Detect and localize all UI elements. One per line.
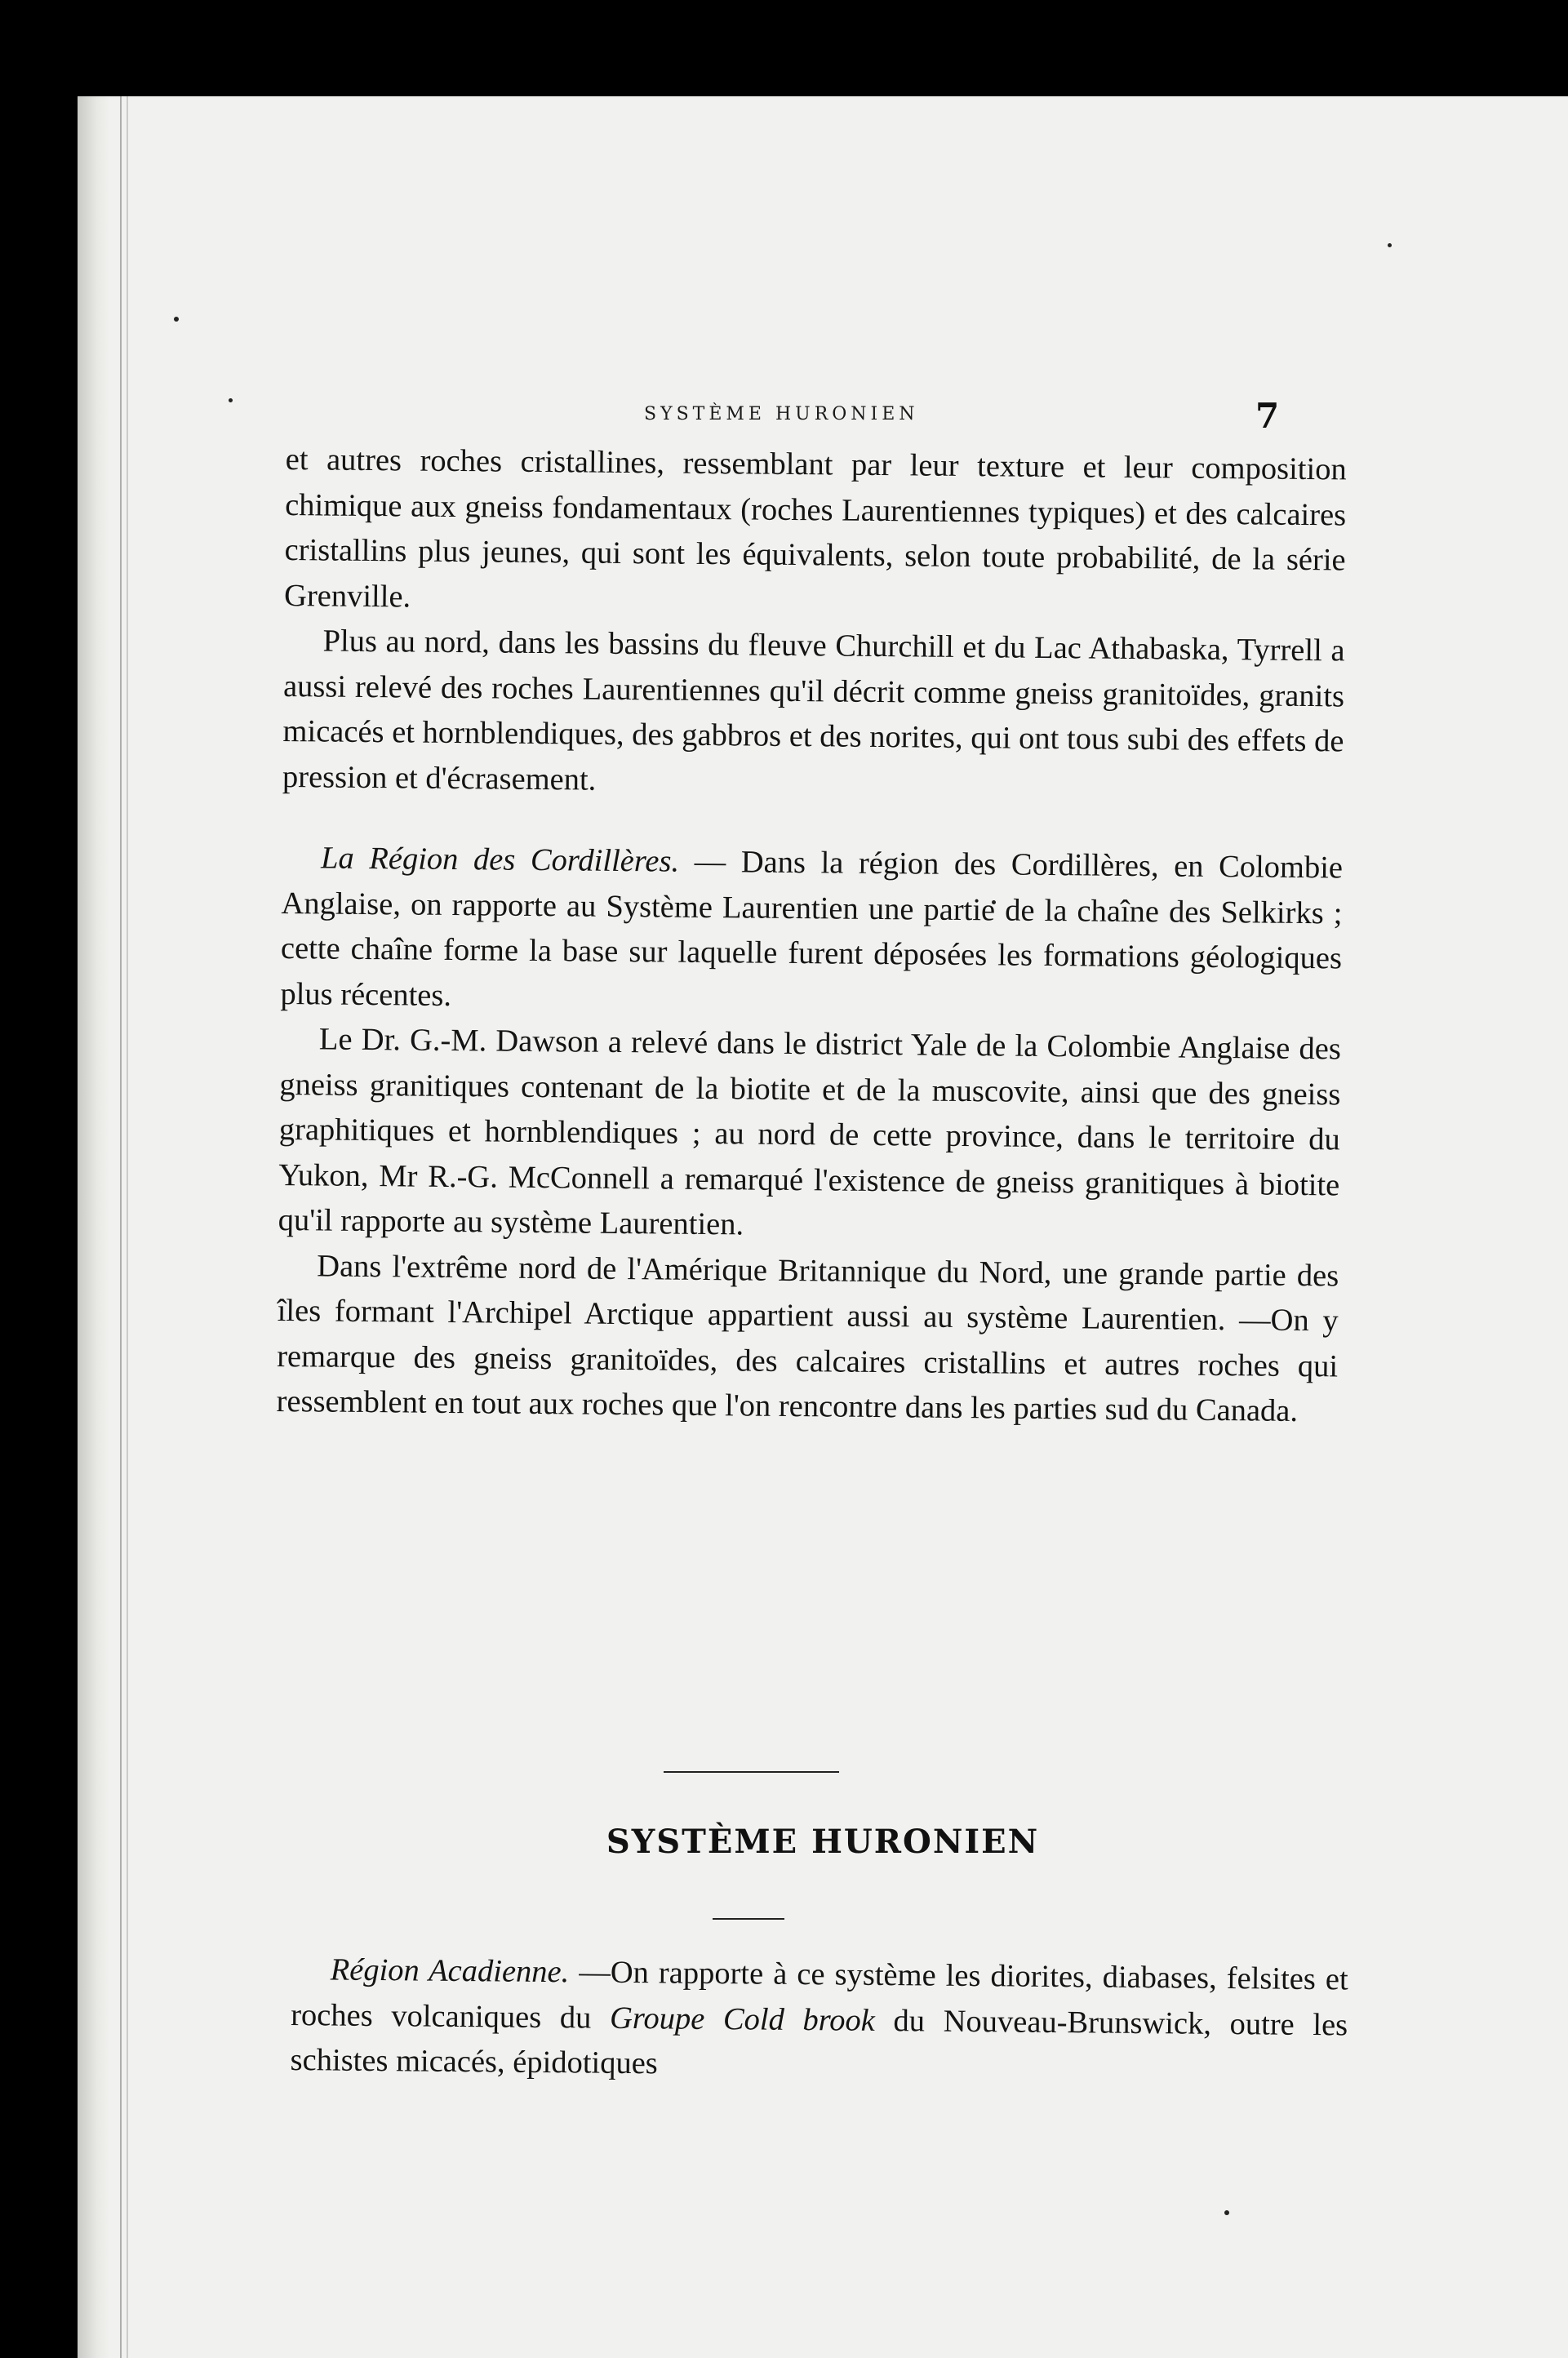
page-number: 7 <box>1255 396 1280 436</box>
page-sheet <box>78 96 1568 2358</box>
paragraph: et autres roches cristallines, ressemblant par leur texture et leur composition chimique aux gneiss fondamentaux (roches Laurentiennes typiques) et des calcaires cristallins plus jeunes, qui sont les équivalents, selon toute probabilité, de la série Grenville. <box>283 442 1347 614</box>
running-head-title: SYSTÈME HURONIEN <box>644 404 919 424</box>
paragraph: Dans l'extrême nord de l'Amérique Britannique du Nord, une grande partie des îles formant l'Archipel Arctique appartient aussi au système Laurentien. —On y remarque des gneiss granitoïdes, des calcaires cristallins et autres roches qui ressemblent en tout aux roches que l'on rencontre dans les parties sud du Canada. <box>276 1248 1339 1428</box>
section-heading-inline: La Région des Cordillères. <box>320 841 680 879</box>
section-heading-inline: Région Acadienne. <box>330 1952 570 1990</box>
body-text <box>276 437 1347 1435</box>
section-body-text <box>290 1947 1348 2094</box>
dust-speck <box>1388 243 1392 247</box>
dust-speck <box>174 317 179 322</box>
paragraph-text: du Nouveau-Brunswick, outre les schistes micacés, épidotiques <box>290 2003 1348 2081</box>
dust-speck <box>1224 2210 1229 2215</box>
running-head <box>78 396 1568 438</box>
section-rule-bottom <box>713 1918 784 1920</box>
paragraph: Plus au nord, dans les bassins du fleuve Churchill et du Lac Athabaska, Tyrrell a aussi relevé des roches Laurentiennes qu'il décrit comme gneiss granitoïdes, granits micacés et hornblendiques, des gabbros et des norites, qui ont tous subi des effets de pression et d'écrasement. <box>282 624 1345 797</box>
paragraph <box>280 836 1343 1027</box>
paragraph-text: —On rapporte à ce système les diorites, diabases, felsites et roches volcaniques du <box>291 1955 1348 2036</box>
paragraph-text: — Dans la région des Cordillères, en Colombie Anglaise, on rapporte au Système Laurentien une partie de la chaîne des Selkirks ; cette chaîne forme la base sur laquelle furent déposées les formations géologiques plus récentes. <box>280 844 1344 1013</box>
paragraph <box>290 1947 1348 2094</box>
section-rule-top <box>664 1771 839 1773</box>
group-name: Groupe Cold brook <box>609 2001 876 2038</box>
paragraph: Le Dr. G.-M. Dawson a relevé dans le district Yale de la Colombie Anglaise des gneiss granitiques contenant de la biotite et de la muscovite, ainsi que des gneiss graphitiques et hornblendiques ; au nord de cette province, dans le territoire du Yukon, Mr R.-G. McConnell a remarqué l'existence de gneiss granitiques à biotite qu'il rapporte au système Laurentien. <box>278 1022 1342 1242</box>
section-title: SYSTÈME HURONIEN <box>606 1823 1040 1861</box>
